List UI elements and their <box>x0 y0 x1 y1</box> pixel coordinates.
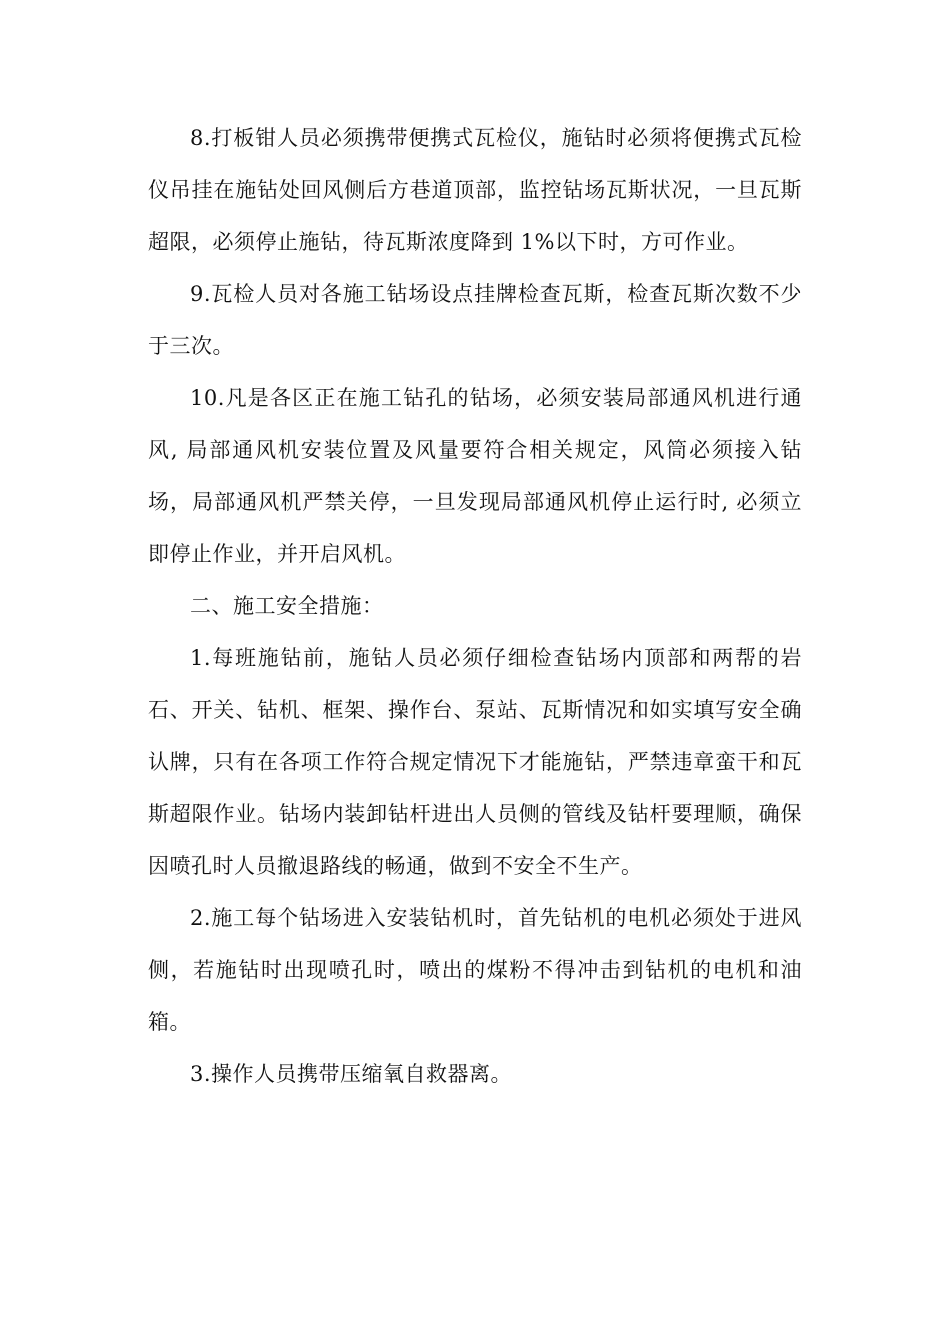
paragraph-measure-3: 3.操作人员携带压缩氧自救器离。 <box>190 1062 513 1086</box>
paragraph-item-10: 10.凡是各区正在施工钻孔的钻场，必须安装局部通风机进行通风, 局部通风机安装位置及风量要符合相关规定，风筒必须接入钻场，局部通风机严禁关停，一旦发现局部通风机停止运行时, 必须立即停止作业，并开启风机。 <box>148 386 802 566</box>
document-body <box>148 112 802 1100</box>
paragraph-measure-1: 1.每班施钻前，施钻人员必须仔细检查钻场内顶部和两帮的岩石、开关、钻机、框架、操作台、泵站、瓦斯情况和如实填写安全确认牌，只有在各项工作符合规定情况下才能施钻，严禁违章蛮干和瓦斯超限作业。钻场内装卸钻杆进出人员侧的管线及钻杆要理顺，确保因喷孔时人员撤退路线的畅通，做到不安全不生产。 <box>148 646 802 878</box>
paragraph-item-8: 8.打板钳人员必须携带便携式瓦检仪，施钻时必须将便携式瓦检仪吊挂在施钻处回风侧后方巷道顶部，监控钻场瓦斯状况，一旦瓦斯超限，必须停止施钻，待瓦斯浓度降到 1%以下时，方可作业。 <box>148 126 802 254</box>
section-heading: 二、施工安全措施： <box>190 594 384 618</box>
paragraph-measure-2: 2.施工每个钻场进入安装钻机时，首先钻机的电机必须处于进风侧，若施钻时出现喷孔时，喷出的煤粉不得冲击到钻机的电机和油箱。 <box>148 906 802 1034</box>
paragraph-item-9: 9.瓦检人员对各施工钻场设点挂牌检查瓦斯，检查瓦斯次数不少于三次。 <box>148 282 802 358</box>
